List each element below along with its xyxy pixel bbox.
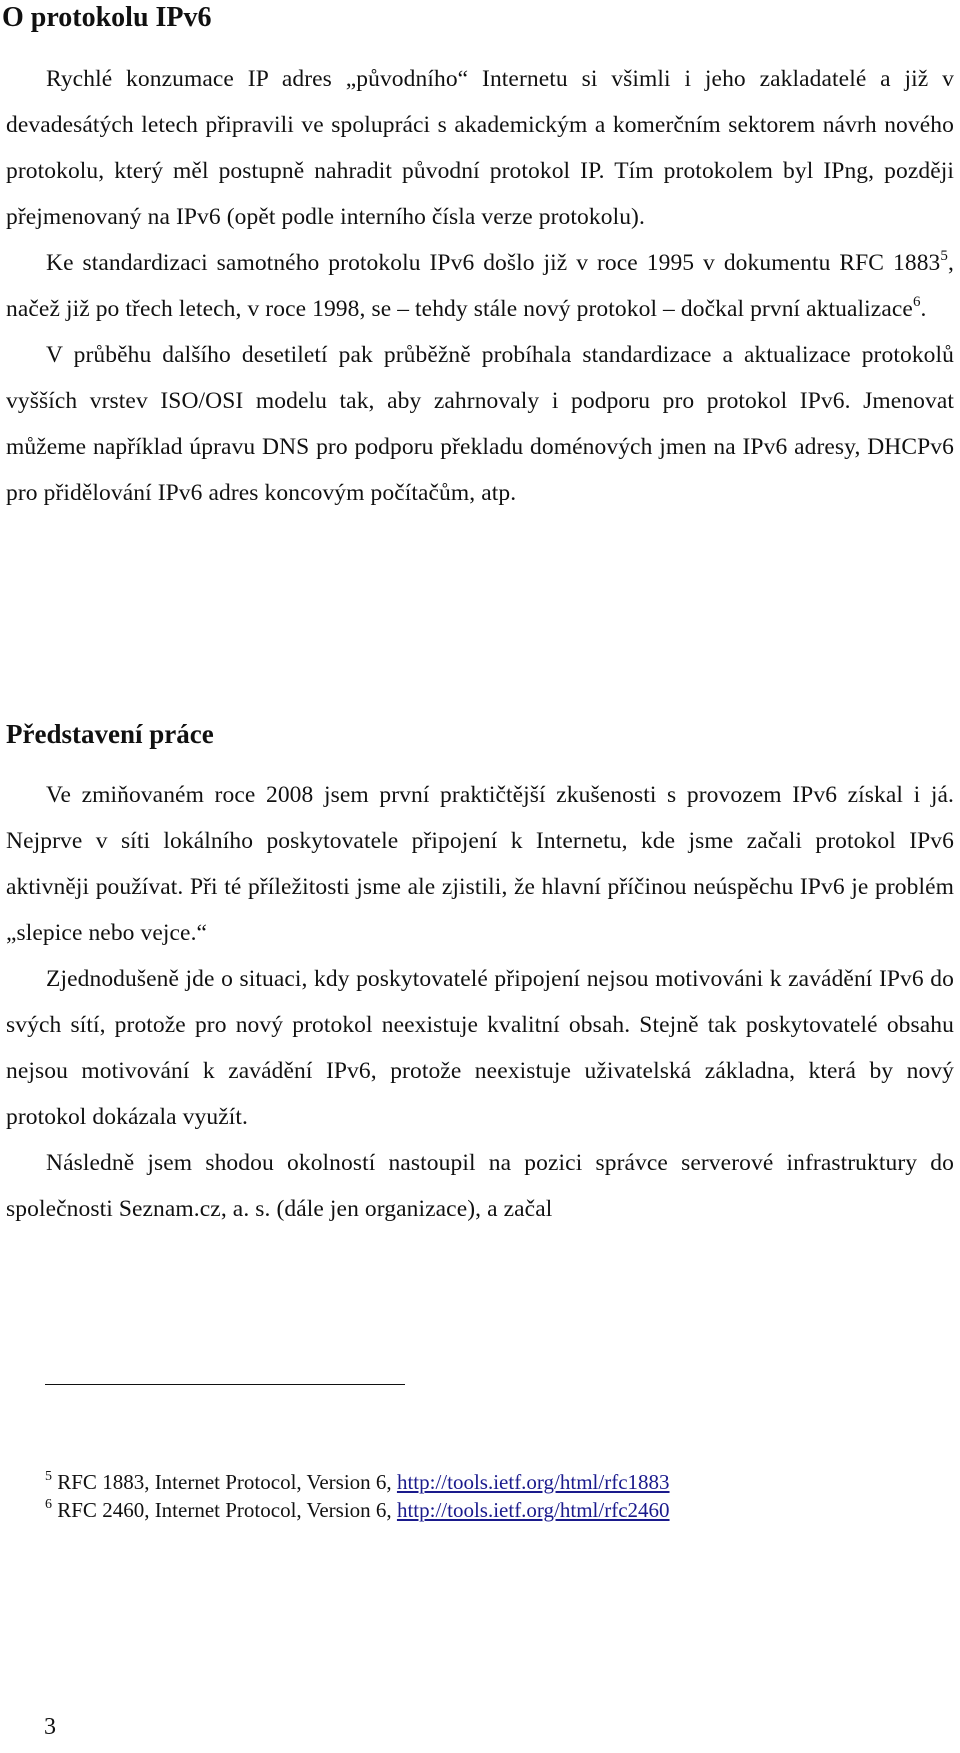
- paragraph-text: .: [920, 296, 927, 322]
- section-heading: Představení práce: [6, 719, 214, 749]
- section-intro-body: [6, 772, 954, 1232]
- footnote-text: RFC 1883, Internet Protocol, Version 6,: [57, 1470, 397, 1494]
- footnote-text: RFC 2460, Internet Protocol, Version 6,: [57, 1498, 397, 1522]
- paragraph: Následně jsem shodou okolností nastoupil na pozici správce serverové infrastruktury do společnosti Seznam.cz, a. s. (dále jen organizace), a začal: [6, 1150, 954, 1222]
- paragraph: Zjednodušeně jde o situaci, kdy poskytovatelé připojení nejsou motivováni k zavádění IPv6 do svých sítí, protože pro nový protokol neexistuje kvalitní obsah. Stejně tak poskytovatelé obsahu nejsou motivování k zavádění IPv6, protože neexistuje uživatelská základna, která by nový protokol dokázala využít.: [6, 966, 954, 1130]
- section-ipv6-body: [6, 56, 954, 516]
- footnote-ref[interactable]: 5: [940, 248, 949, 264]
- footnote-ref[interactable]: 6: [912, 294, 921, 310]
- footnote-number: 5: [45, 1469, 52, 1484]
- page-title: O protokolu IPv6: [2, 2, 212, 33]
- paragraph-text: , načež již po třech letech, v roce 1998, se – tehdy stále nový protokol – dočkal první aktualizace: [6, 250, 954, 322]
- page-number: 3: [44, 1714, 56, 1740]
- paragraph: Ve zmiňovaném roce 2008 jsem první praktičtější zkušenosti s provozem IPv6 získal i já. Nejprve v síti lokálního poskytovatele připojení k Internetu, kde jsme začali protokol IPv6 aktivněji používat. Při té příležitosti jsme ale zjistili, že hlavní příčinou neúspěchu IPv6 je problém „slepice nebo vejce.“: [6, 782, 954, 946]
- footnote: [45, 1468, 945, 1496]
- footnotes: [45, 1468, 945, 1524]
- footnote-link[interactable]: http://tools.ietf.org/html/rfc1883: [396, 1470, 670, 1494]
- footnote: [45, 1496, 945, 1524]
- paragraph: [6, 240, 954, 332]
- footnote-number: 6: [45, 1497, 52, 1512]
- paragraph: V průběhu dalšího desetiletí pak průběžně probíhala standardizace a aktualizace protokolů vyšších vrstev ISO/OSI modelu tak, aby zahrnovaly i podporu pro protokol IPv6. Jmenovat můžeme například úpravu DNS pro podporu překladu doménových jmen na IPv6 adresy, DHCPv6 pro přidělování IPv6 adres koncovým počítačům, atp.: [6, 342, 954, 506]
- footnote-link[interactable]: http://tools.ietf.org/html/rfc2460: [396, 1498, 670, 1522]
- paragraph: Rychlé konzumace IP adres „původního“ Internetu si všimli i jeho zakladatelé a již v devadesátých letech připravili ve spolupráci s akademickým a komerčním sektorem návrh nového protokolu, který měl postupně nahradit původní protokol IP. Tím protokolem byl IPng, později přejmenovaný na IPv6 (opět podle interního čísla verze protokolu).: [6, 66, 954, 230]
- footnote-divider: [45, 1384, 405, 1385]
- paragraph-text: Ke standardizaci samotného protokolu IPv6 došlo již v roce 1995 v dokumentu RFC 1883: [46, 250, 941, 276]
